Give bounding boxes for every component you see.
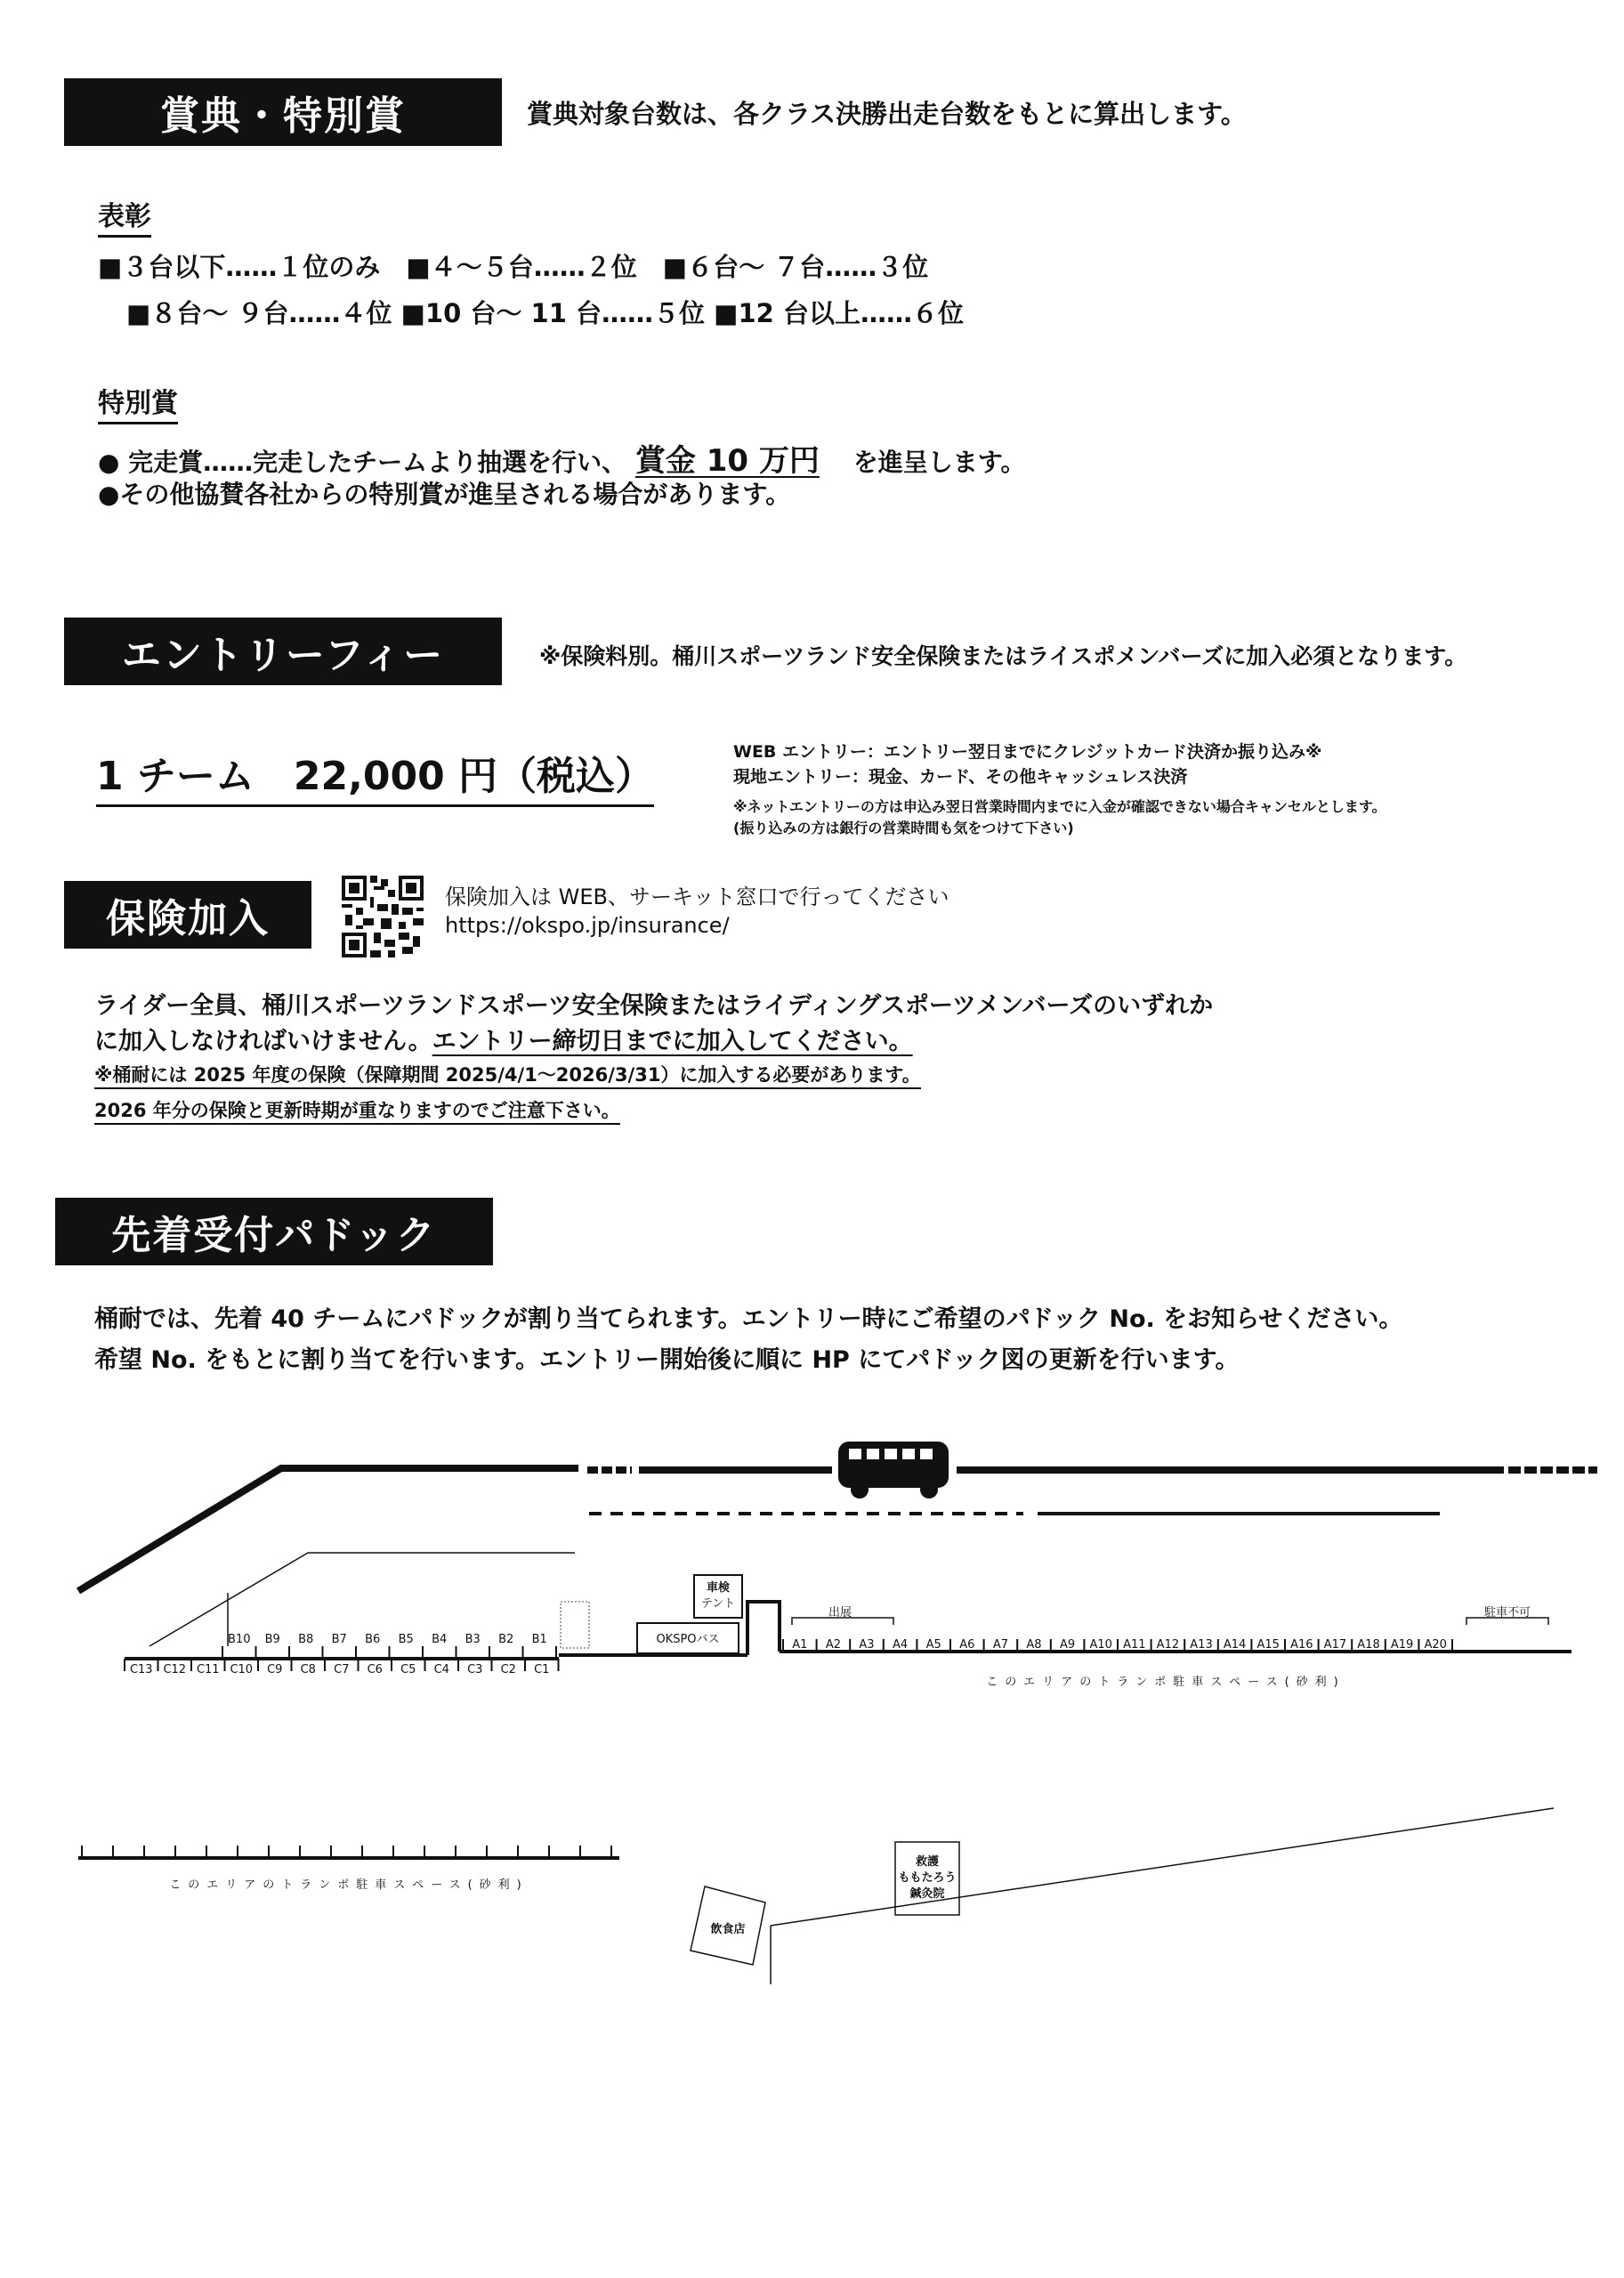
paddock-slot-b[interactable]: B5 xyxy=(398,1633,414,1646)
okspo-bus-label: OKSPOバス xyxy=(656,1633,720,1646)
exhibit-label: 出展 xyxy=(828,1606,852,1620)
cancel-note-1: ※ネットエントリーの方は申込み翌日営業時間内までに入金が確認できない場合キャンセルとします。 xyxy=(733,798,1386,815)
inspection-label: 車検 xyxy=(706,1581,731,1595)
paddock-slot-a[interactable]: A10 xyxy=(1089,1638,1112,1652)
paddock-slot-a[interactable]: A4 xyxy=(893,1638,909,1652)
paddock-banner: 先着受付パドック xyxy=(55,1198,493,1265)
paddock-slot-c[interactable]: C11 xyxy=(196,1663,220,1676)
clinic-label-2: ももたろう xyxy=(898,1871,957,1885)
commendation-line-1: ■３台以下……１位のみ ■４～５台……２位 ■６台～ ７台……３位 xyxy=(98,252,929,282)
insurance-url-link[interactable]: https://okspo.jp/insurance/ xyxy=(445,913,730,938)
onsite-entry-info: 現地エントリー：現金、カード、その他キャッシュレス決済 xyxy=(733,767,1188,787)
paddock-slot-a[interactable]: A7 xyxy=(992,1638,1008,1652)
web-entry-info: WEB エントリー：エントリー翌日までにクレジットカード決済か振り込み※ xyxy=(733,742,1322,762)
paddock-slot-b[interactable]: B1 xyxy=(531,1633,547,1646)
paddock-slot-b[interactable]: B2 xyxy=(498,1633,514,1646)
paddock-slot-a[interactable]: A8 xyxy=(1026,1638,1042,1652)
restaurant-label: 飲食店 xyxy=(710,1923,746,1936)
paddock-slot-a[interactable]: A13 xyxy=(1190,1638,1213,1652)
entry-fee-price: 1 チーム 22,000 円（税込） xyxy=(96,744,654,807)
prize-amount: 賞金 10 万円 xyxy=(634,443,820,479)
paddock-slot-c[interactable]: C9 xyxy=(267,1663,283,1676)
insurance-note-1: ※桶耐には 2025 年度の保険（保障期間 2025/4/1～2026/3/31）に加入する必要があります。 xyxy=(94,1061,921,1089)
paddock-slot-a[interactable]: A16 xyxy=(1290,1638,1313,1652)
clinic-label-3: 鍼灸院 xyxy=(909,1887,945,1901)
commendation-heading: 表彰 xyxy=(98,194,151,238)
paddock-slot-a[interactable]: A19 xyxy=(1390,1638,1414,1652)
paddock-body-1: 桶耐では、先着 40 チームにパドックが割り当てられます。エントリー時にご希望のパドック No. をお知らせください。 xyxy=(94,1305,1403,1333)
paddock-body-2: 希望 No. をもとに割り当てを行います。エントリー開始後に順に HP にてパドック図の更新を行います。 xyxy=(94,1346,1240,1374)
truck-area-right-label: このエリアのトランポ駐車スペース(砂利) xyxy=(986,1676,1345,1689)
special-award-text: ● 完走賞……完走したチームより抽選を行い、 xyxy=(98,448,627,477)
paddock-slot-c[interactable]: C13 xyxy=(129,1663,153,1676)
special-award-line-1 xyxy=(98,436,1025,480)
special-award-heading: 特別賞 xyxy=(98,381,178,424)
paddock-map xyxy=(0,1406,1624,2029)
no-parking-label: 駐車不可 xyxy=(1483,1606,1531,1620)
paddock-slot-a[interactable]: A1 xyxy=(792,1638,808,1652)
insurance-banner: 保険加入 xyxy=(64,881,311,949)
paddock-slot-b[interactable]: B3 xyxy=(465,1633,481,1646)
insurance-qr-code[interactable] xyxy=(342,876,424,957)
paddock-slot-c[interactable]: C6 xyxy=(367,1663,383,1676)
paddock-slot-a[interactable]: A6 xyxy=(959,1638,975,1652)
paddock-slot-c[interactable]: C8 xyxy=(300,1663,316,1676)
special-award-line-2: ●その他協賛各社からの特別賞が進呈される場合があります。 xyxy=(98,480,791,509)
awards-banner: 賞典・特別賞 xyxy=(64,78,502,146)
paddock-slot-c[interactable]: C12 xyxy=(163,1663,187,1676)
entry-fee-note: ※保険料別。桶川スポーツランド安全保険またはライスポメンバーズに加入必須となります。 xyxy=(539,643,1467,669)
paddock-slot-a[interactable]: A11 xyxy=(1123,1638,1146,1652)
paddock-slot-c[interactable]: C1 xyxy=(534,1663,550,1676)
insurance-qr-text: 保険加入は WEB、サーキット窓口で行ってください xyxy=(445,885,949,909)
paddock-slot-a[interactable]: A18 xyxy=(1357,1638,1380,1652)
paddock-slot-b[interactable]: B8 xyxy=(298,1633,314,1646)
paddock-slot-c[interactable]: C4 xyxy=(433,1663,449,1676)
commendation-line-2: ■８台～ ９台……４位 ■10 台～ 11 台……５位 ■12 台以上……６位 xyxy=(126,298,964,328)
paddock-slot-a[interactable]: A14 xyxy=(1223,1638,1247,1652)
paddock-slot-b[interactable]: B7 xyxy=(331,1633,347,1646)
paddock-slot-a[interactable]: A12 xyxy=(1156,1638,1180,1652)
paddock-slot-c[interactable]: C5 xyxy=(400,1663,416,1676)
paddock-slot-b[interactable]: B10 xyxy=(228,1633,251,1646)
insurance-body-1: ライダー全員、桶川スポーツランドスポーツ安全保険またはライディングスポーツメンバーズのいずれか xyxy=(94,992,1214,1020)
bus-icon xyxy=(838,1442,949,1498)
cancel-note-2: (振り込みの方は銀行の営業時間も気をつけて下さい) xyxy=(733,820,1074,836)
special-award-suffix: を進呈します。 xyxy=(852,448,1026,477)
clinic-label-1: 救護 xyxy=(915,1855,940,1869)
entry-fee-banner: エントリーフィー xyxy=(64,618,502,685)
paddock-slot-c[interactable]: C2 xyxy=(500,1663,516,1676)
insurance-body-2 xyxy=(94,1022,913,1056)
awards-intro: 賞典対象台数は、各クラス決勝出走台数をもとに算出します。 xyxy=(527,99,1247,129)
insurance-note-2: 2026 年分の保険と更新時期が重なりますのでご注意下さい。 xyxy=(94,1096,620,1125)
paddock-slot-b[interactable]: B9 xyxy=(264,1633,280,1646)
paddock-slot-c[interactable]: C3 xyxy=(467,1663,483,1676)
tent-label: テント xyxy=(700,1597,736,1611)
paddock-slot-a[interactable]: A15 xyxy=(1256,1638,1280,1652)
paddock-slot-a[interactable]: A5 xyxy=(925,1638,941,1652)
paddock-slot-a[interactable]: A3 xyxy=(859,1638,875,1652)
paddock-slot-a[interactable]: A20 xyxy=(1424,1638,1447,1652)
insurance-deadline: エントリー締切日までに加入してください。 xyxy=(432,1028,913,1055)
paddock-slot-c[interactable]: C10 xyxy=(230,1663,254,1676)
paddock-slot-a[interactable]: A17 xyxy=(1323,1638,1347,1652)
paddock-slot-a[interactable]: A2 xyxy=(825,1638,841,1652)
paddock-slot-a[interactable]: A9 xyxy=(1060,1638,1076,1652)
paddock-slot-c[interactable]: C7 xyxy=(334,1663,350,1676)
paddock-slot-b[interactable]: B4 xyxy=(432,1633,448,1646)
paddock-slot-b[interactable]: B6 xyxy=(365,1633,381,1646)
truck-area-left-label: このエリアのトランポ駐車スペース(砂利) xyxy=(169,1878,529,1892)
insurance-body-2-text: に加入しなければいけません。 xyxy=(94,1028,432,1055)
